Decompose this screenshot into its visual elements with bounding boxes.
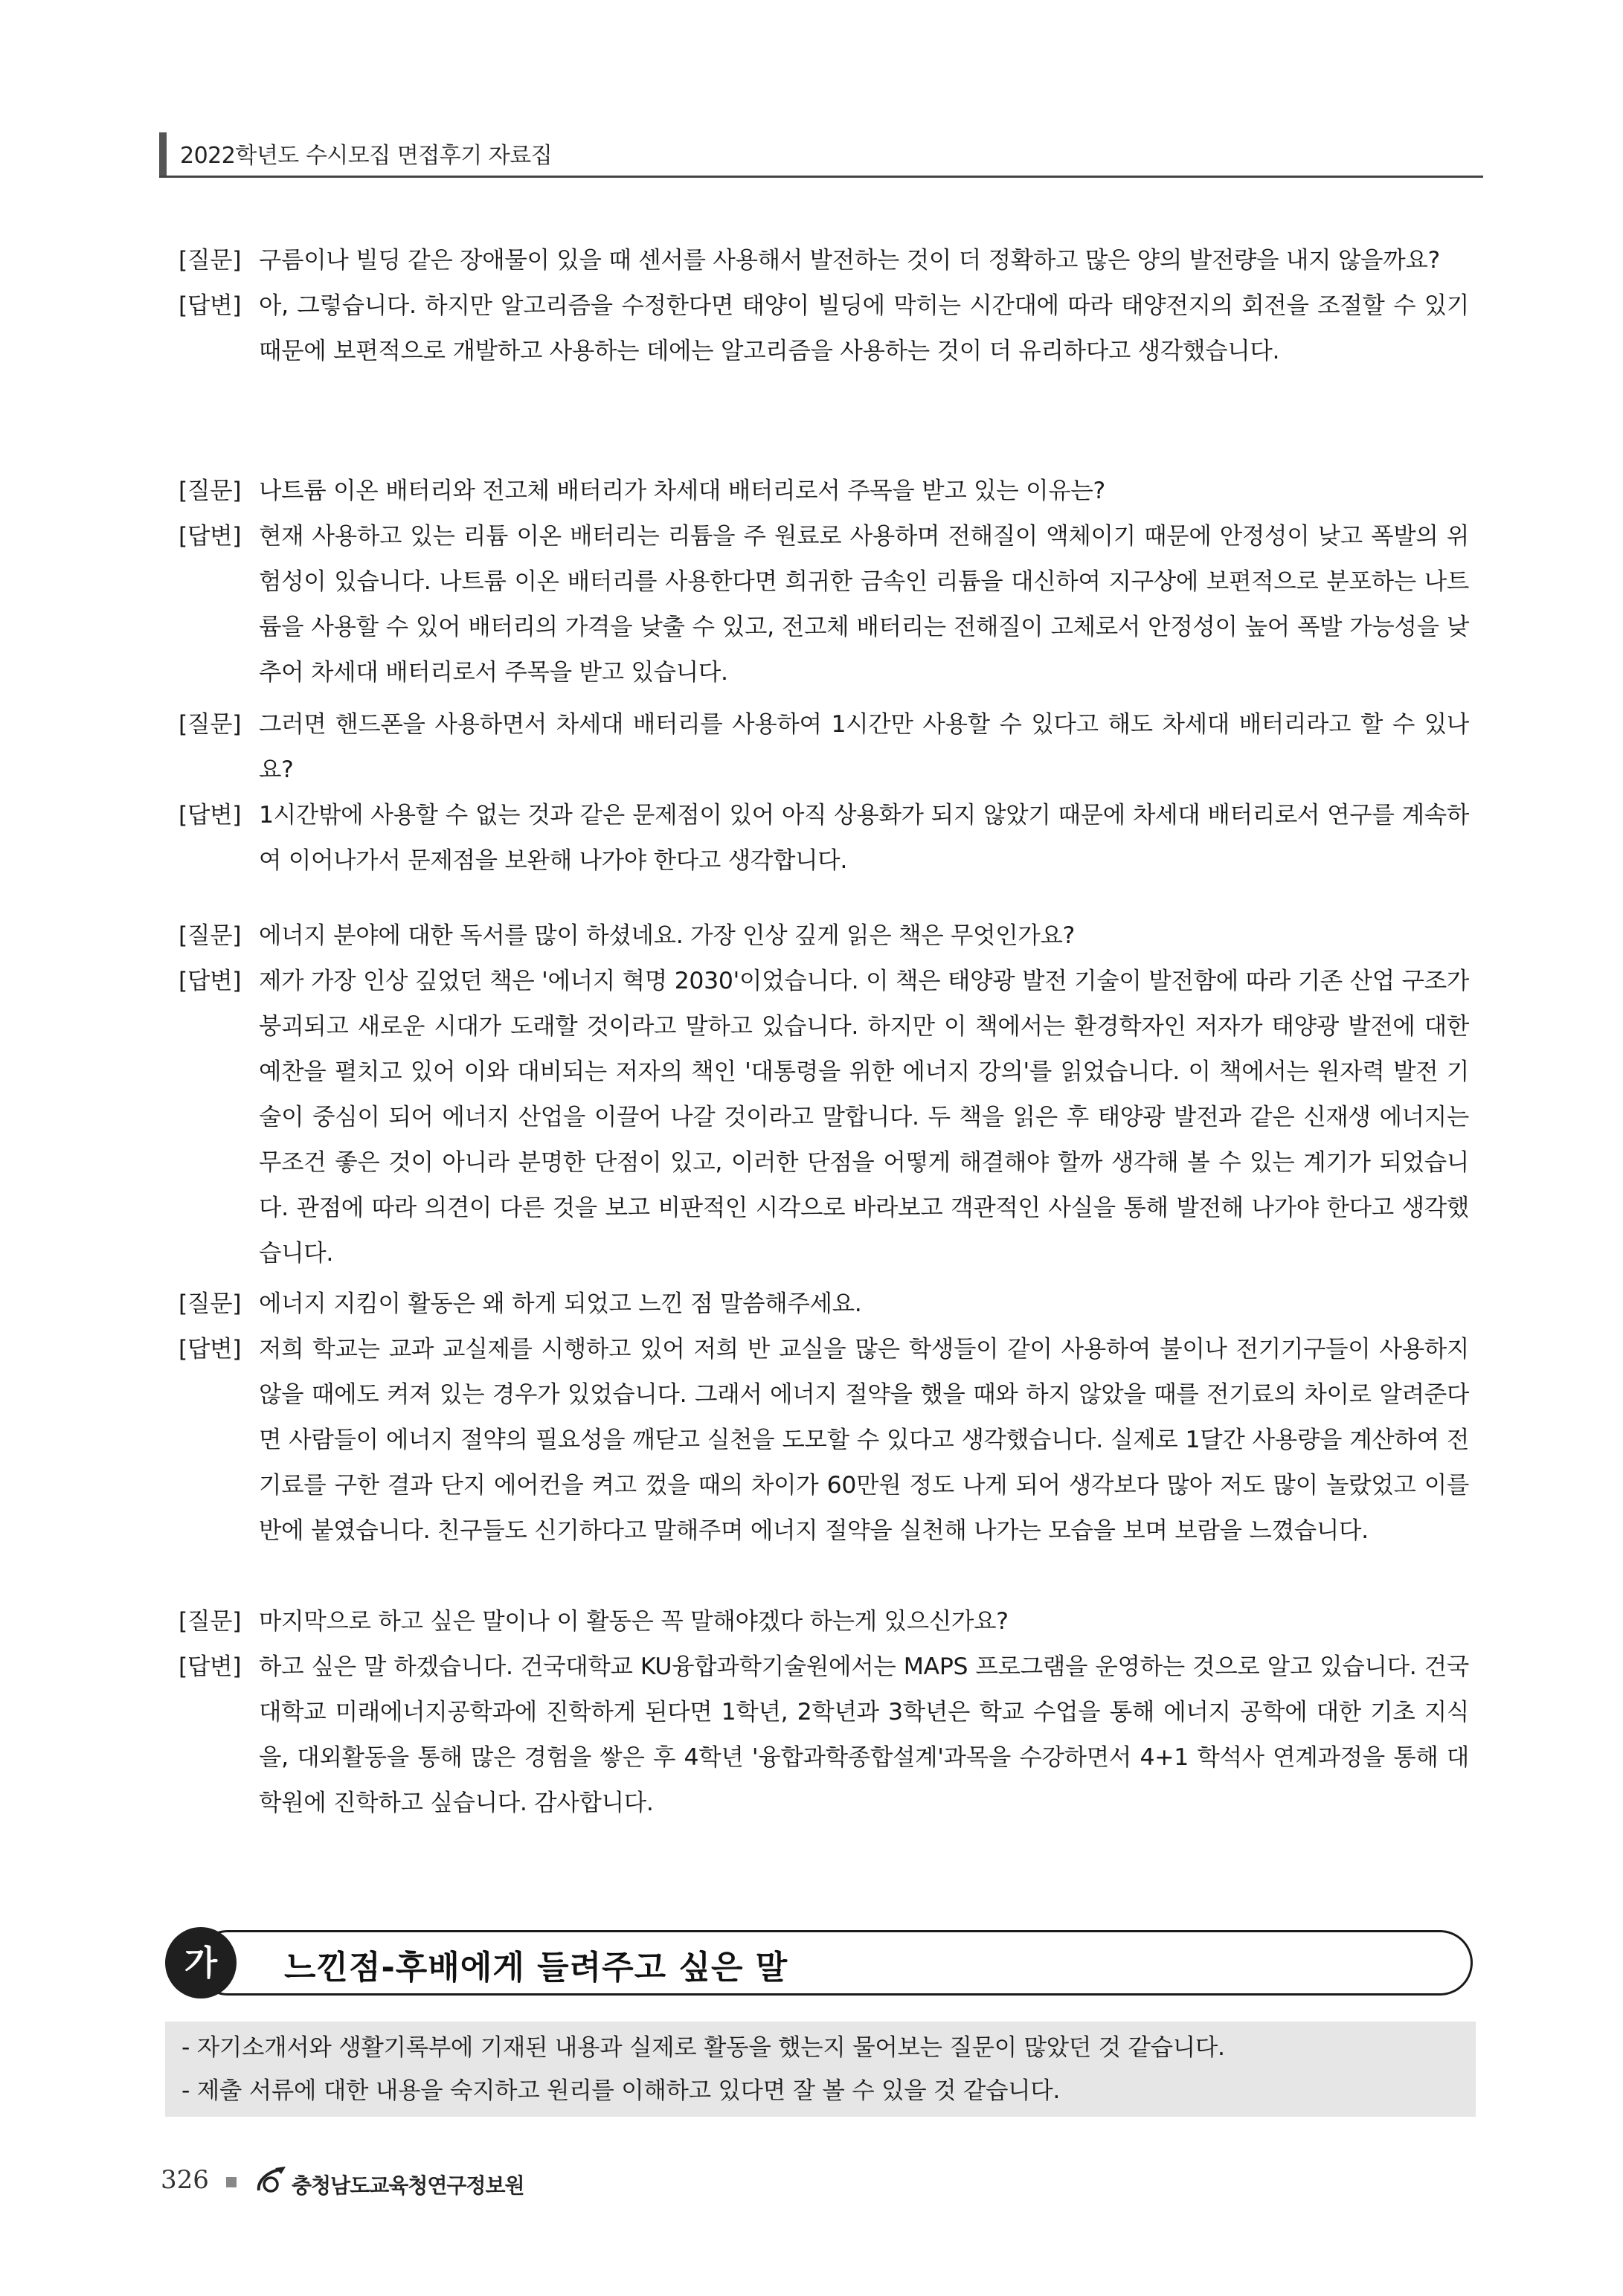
- header-rule: [159, 176, 1483, 178]
- qa-block: [179, 913, 1469, 1276]
- notes-box: [165, 2022, 1476, 2117]
- qa-block: [179, 238, 1469, 374]
- organization-logo-icon: [253, 2165, 289, 2198]
- question-text: 나트륨 이온 배터리와 전고체 배터리가 차세대 배터리로서 주목을 받고 있는 이유는?: [259, 477, 1105, 504]
- question-label: [질문]: [179, 247, 242, 274]
- qa-block: [179, 1599, 1469, 1826]
- answer-text: 현재 사용하고 있는 리튬 이온 배터리는 리튬을 주 원료로 사용하며 전해질이 액체이기 때문에 안정성이 낮고 폭발의 위험성이 있습니다. 나트륨 이온 배터리를 사용한다면 희귀한 금속인 리튬을 대신하여 지구상에 보편적으로 분포하는 나트륨을 사용할 수 있어 배터리의 가격을 낮출 수 있고, 전고체 배터리는 전해질이 고체로서 안정성이 높어 폭발 가능성을 낮추어 차세대 배터리로서 주목을 받고 있습니다.: [259, 523, 1469, 686]
- answer-label: [답변]: [179, 802, 242, 829]
- page-footer: [161, 2161, 681, 2205]
- organization-name: 충청남도교육청연구정보원: [292, 2173, 524, 2198]
- section-heading: 느낀점-후배에게 들려주고 싶은 말: [284, 1949, 788, 1987]
- question-label: [질문]: [179, 477, 242, 504]
- answer-label: [답변]: [179, 523, 242, 550]
- answer-text: 1시간밖에 사용할 수 없는 것과 같은 문제점이 있어 아직 상용화가 되지 않았기 때문에 차세대 배터리로서 연구를 계속하여 이어나가서 문제점을 보완해 나가야 한다고 생각합니다.: [259, 802, 1469, 874]
- answer-text: 저희 학교는 교과 교실제를 시행하고 있어 저희 반 교실을 많은 학생들이 같이 사용하여 불이나 전기기구들이 사용하지 않을 때에도 켜져 있는 경우가 있었습니다. 그래서 에너지 절약을 했을 때와 하지 않았을 때를 전기료의 차이로 알려준다면 사람들이 에너지 절약의 필요성을 깨닫고 실천을 도모할 수 있다고 생각했습니다. 실제로 1달간 사용량을 계산하여 전기료를 구한 결과 단지 에어컨을 켜고 껐을 때의 차이가 60만원 정도 나게 되어 생각보다 많아 저도 많이 놀랐었고 이를 반에 붙였습니다. 친구들도 신기하다고 말해주며 에너지 절약을 실천해 나가는 모습을 보며 보람을 느꼈습니다.: [259, 1336, 1469, 1544]
- qa-block: [179, 702, 1469, 884]
- answer-text: 제가 가장 인상 깊었던 책은 '에너지 혁명 2030'이었습니다. 이 책은 태양광 발전 기술이 발전함에 따라 기존 산업 구조가 붕괴되고 새로운 시대가 도래할 것이라고 말하고 있습니다. 하지만 이 책에서는 환경학자인 저자가 태양광 발전에 대한 예찬을 펼치고 있어 이와 대비되는 저자의 책인 '대통령을 위한 에너지 강의'를 읽었습니다. 이 책에서는 원자력 발전 기술이 중심이 되어 에너지 산업을 이끌어 나갈 것이라고 말합니다. 두 책을 읽은 후 태양광 발전과 같은 신재생 에너지는 무조건 좋은 것이 아니라 분명한 단점이 있고, 이러한 단점을 어떻게 해결해야 할까 생각해 볼 수 있는 계기가 되었습니다. 관점에 따라 의견이 다른 것을 보고 비판적인 시각으로 바라보고 객관적인 사실을 통해 발전해 나가야 한다고 생각했습니다.: [259, 968, 1469, 1267]
- note-item: - 제출 서류에 대한 내용을 숙지하고 원리를 이해하고 있다면 잘 볼 수 있을 것 같습니다.: [181, 2077, 1061, 2104]
- question-label: [질문]: [179, 1608, 242, 1635]
- answer-label: [답변]: [179, 968, 242, 994]
- answer-label: [답변]: [179, 1336, 242, 1363]
- section-badge-label: 가: [184, 1943, 218, 1983]
- question-label: [질문]: [179, 922, 242, 949]
- note-item: - 자기소개서와 생활기록부에 기재된 내용과 실제로 활동을 했는지 물어보는 질문이 많았던 것 같습니다.: [181, 2034, 1225, 2061]
- question-text: 에너지 분야에 대한 독서를 많이 하셨네요. 가장 인상 깊게 읽은 책은 무엇인가요?: [259, 922, 1076, 949]
- page-header: [159, 132, 1483, 177]
- header-bar: [159, 132, 167, 176]
- qa-block: [179, 469, 1469, 695]
- footer-square-icon: [226, 2177, 237, 2187]
- answer-text: 아, 그렇습니다. 하지만 알고리즘을 수정한다면 태양이 빌딩에 막히는 시간대에 따라 태양전지의 회전을 조절할 수 있기 때문에 보편적으로 개발하고 사용하는 데에는 알고리즘을 사용하는 것이 더 유리하다고 생각했습니다.: [259, 292, 1469, 364]
- header-title: 2022학년도 수시모집 면접후기 자료집: [180, 143, 553, 169]
- question-label: [질문]: [179, 711, 242, 738]
- question-text: 에너지 지킴이 활동은 왜 하게 되었고 느낀 점 말씀해주세요.: [259, 1290, 862, 1317]
- page-number: 326: [161, 2165, 209, 2195]
- answer-label: [답변]: [179, 292, 242, 319]
- answer-text: 하고 싶은 말 하겠습니다. 건국대학교 KU융합과학기술원에서는 MAPS 프로그램을 운영하는 것으로 알고 있습니다. 건국대학교 미래에너지공학과에 진학하게 된다면 1학년, 2학년과 3학년은 학교 수업을 통해 에너지 공학에 대한 기초 지식을, 대외활동을 통해 많은 경험을 쌓은 후 4학년 '융합과학종합설계'과목을 수강하면서 4+1 학석사 연계과정을 통해 대학원에 진학하고 싶습니다. 감사합니다.: [259, 1653, 1469, 1816]
- question-text: 마지막으로 하고 싶은 말이나 이 활동은 꼭 말해야겠다 하는게 있으신가요?: [259, 1608, 1009, 1635]
- question-text: 구름이나 빌딩 같은 장애물이 있을 때 센서를 사용해서 발전하는 것이 더 정확하고 많은 양의 발전량을 내지 않을까요?: [259, 247, 1440, 274]
- section-header: [165, 1923, 1476, 2004]
- question-text: 그러면 핸드폰을 사용하면서 차세대 배터리를 사용하여 1시간만 사용할 수 있다고 해도 차세대 배터리라고 할 수 있나요?: [259, 711, 1469, 783]
- answer-label: [답변]: [179, 1653, 242, 1680]
- qa-block: [179, 1282, 1469, 1554]
- question-label: [질문]: [179, 1290, 242, 1317]
